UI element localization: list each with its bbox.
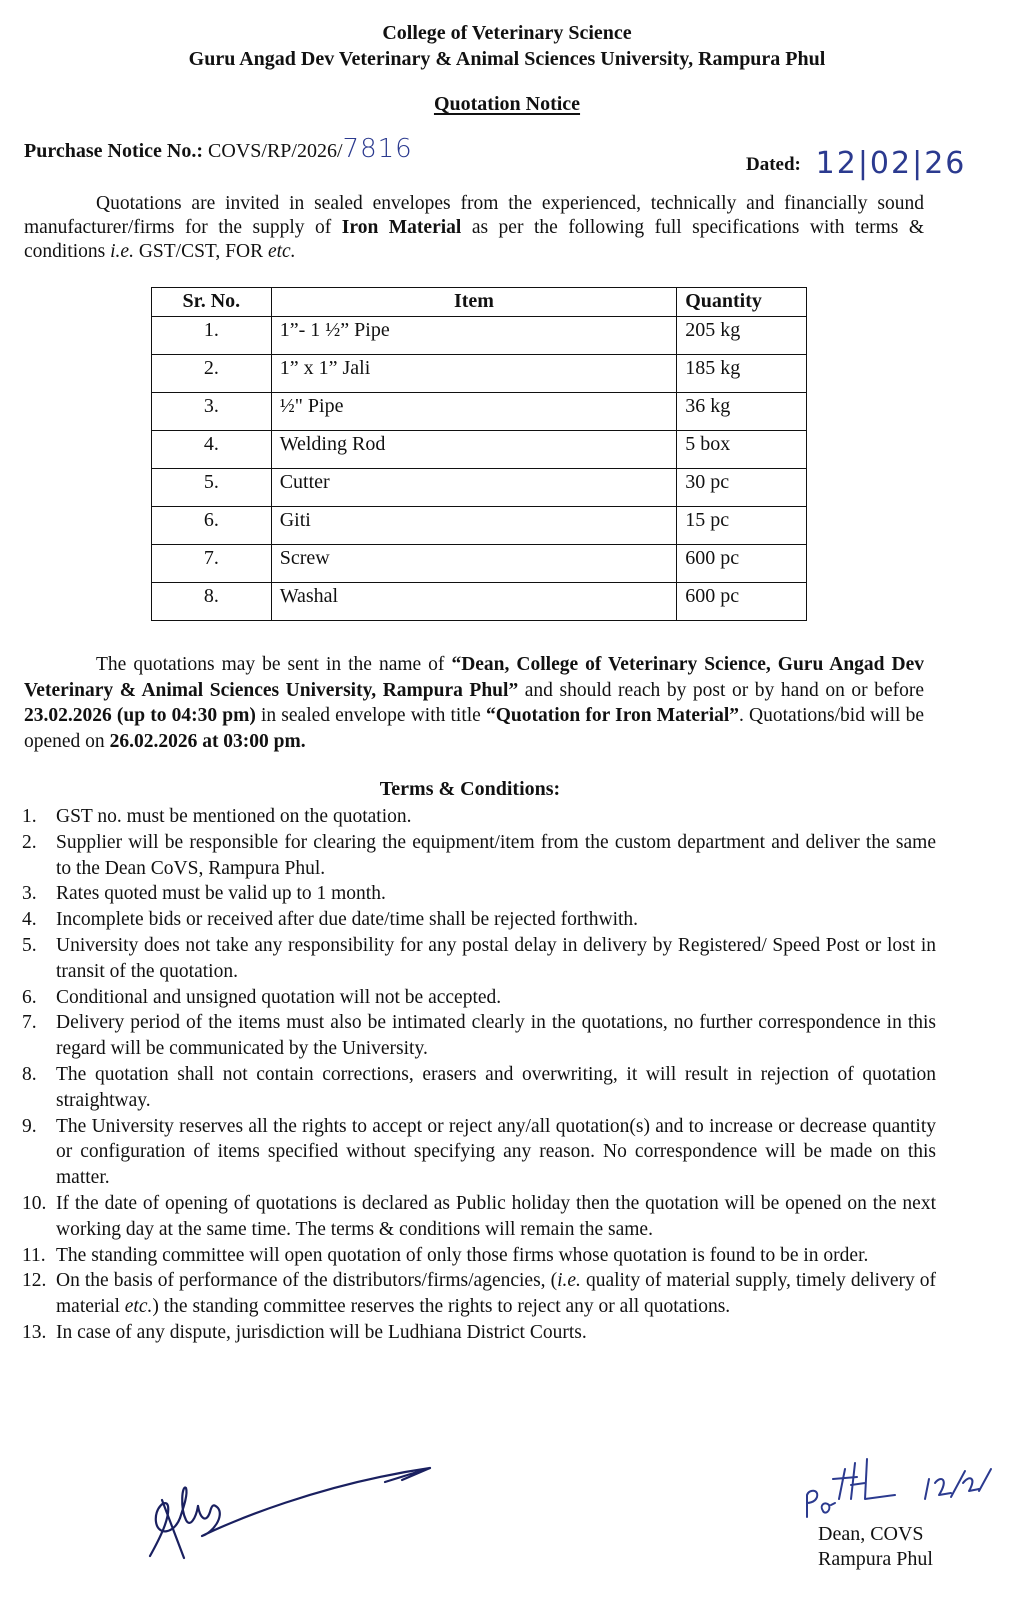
purchase-notice-printed: COVS/RP/2026/ xyxy=(208,140,343,162)
table-header-row xyxy=(152,288,807,317)
dated-label: Dated: xyxy=(746,154,801,175)
college-name: College of Veterinary Science xyxy=(382,22,632,44)
term-item: 5. University does not take any responsibility for any postal delay in delivery by Registered/ Speed Post or lost in transit of the quotation. xyxy=(22,934,936,982)
term-item: 10. If the date of opening of quotations is declared as Public holiday then the quotation will be opened on the next working day at the same time. The terms & conditions will remain the same. xyxy=(22,1192,936,1240)
items-table xyxy=(151,287,807,621)
col-item: Item xyxy=(271,288,676,317)
notice-date xyxy=(746,146,966,181)
term-item: 7. Delivery period of the items must also be intimated clearly in the quotations, no further correspondence in this regard will be communicated by the University. xyxy=(22,1012,936,1060)
table-row: 2. 1” x 1” Jali 185 kg xyxy=(152,355,807,393)
university-name: Guru Angad Dev Veterinary & Animal Sciences University, Rampura Phul xyxy=(188,48,826,70)
page-title: Quotation Notice xyxy=(433,93,581,115)
term-item: 4. Incomplete bids or received after due date/time shall be rejected forthwith. xyxy=(22,909,639,931)
signatory-line2: Rampura Phul xyxy=(818,1548,933,1570)
table-row: 4. Welding Rod 5 box xyxy=(152,431,807,469)
term-item: 11. The standing committee will open quotation of only those firms whose quotation is found to be in order. xyxy=(22,1244,869,1266)
purchase-notice-number xyxy=(24,134,413,164)
terms-list xyxy=(0,804,936,1346)
purchase-notice-label: Purchase Notice No.: xyxy=(24,140,204,162)
signature-left-icon xyxy=(140,1458,440,1568)
table-row: 6. Giti 15 pc xyxy=(152,507,807,545)
signatory-line1: Dean, COVS xyxy=(818,1523,924,1545)
term-item: 2. Supplier will be responsible for clearing the equipment/item from the custom department and deliver the same to the Dean CoVS, Rampura Phul. xyxy=(22,831,936,879)
submission-paragraph: The quotations may be sent in the name of “Dean, College of Veterinary Science, Guru Angad Dev Veterinary & Animal Sciences University, Rampura Phul” and should reach by post or by hand on or before 23.02.2026 (up to 04:30 pm) in sealed envelope with title “Quotation for Iron Material”. Quotations/bid will be opened on 26.02.2026 at 03:00 pm. xyxy=(24,654,925,752)
term-item: 6. Conditional and unsigned quotation will not be accepted. xyxy=(22,986,502,1008)
term-item: 8. The quotation shall not contain corrections, erasers and overwriting, it will result in rejection of quotation straightway. xyxy=(22,1063,936,1111)
table-row: 8. Washal 600 pc xyxy=(152,583,807,621)
term-item: 12. On the basis of performance of the distributors/firms/agencies, (i.e. quality of material supply, timely delivery of material etc.) the standing committee reserves the rights to reject any or all quotations. xyxy=(22,1270,936,1318)
signatory-block xyxy=(818,1522,933,1572)
terms-heading: Terms & Conditions: xyxy=(379,778,561,800)
table-row: 5. Cutter 30 pc xyxy=(152,469,807,507)
col-quantity: Quantity xyxy=(677,288,807,317)
table-row: 1. 1”- 1 ½” Pipe 205 kg xyxy=(152,317,807,355)
purchase-notice-handwritten: 7816 xyxy=(342,134,413,164)
term-item: 3. Rates quoted must be valid up to 1 month. xyxy=(22,883,386,905)
table-row: 3. ½" Pipe 36 kg xyxy=(152,393,807,431)
term-item: 13. In case of any dispute, jurisdiction will be Ludhiana District Courts. xyxy=(22,1321,587,1343)
table-row: 7. Screw 600 pc xyxy=(152,545,807,583)
dated-handwritten: 12|02|26 xyxy=(815,146,967,181)
intro-paragraph: Quotations are invited in sealed envelopes from the experienced, technically and financially sound manufacturer/firms for the supply of Iron Material as per the following full specifications with terms & conditions i.e. GST/CST, FOR etc. xyxy=(24,193,925,262)
term-item: 1. GST no. must be mentioned on the quotation. xyxy=(22,806,412,827)
term-item: 9. The University reserves all the rights to accept or reject any/all quotation(s) and to increase or decrease quantity or configuration of items specified without specifying any reason. No correspondence will be made on this matter. xyxy=(22,1115,936,1189)
col-sr-no: Sr. No. xyxy=(152,288,272,317)
